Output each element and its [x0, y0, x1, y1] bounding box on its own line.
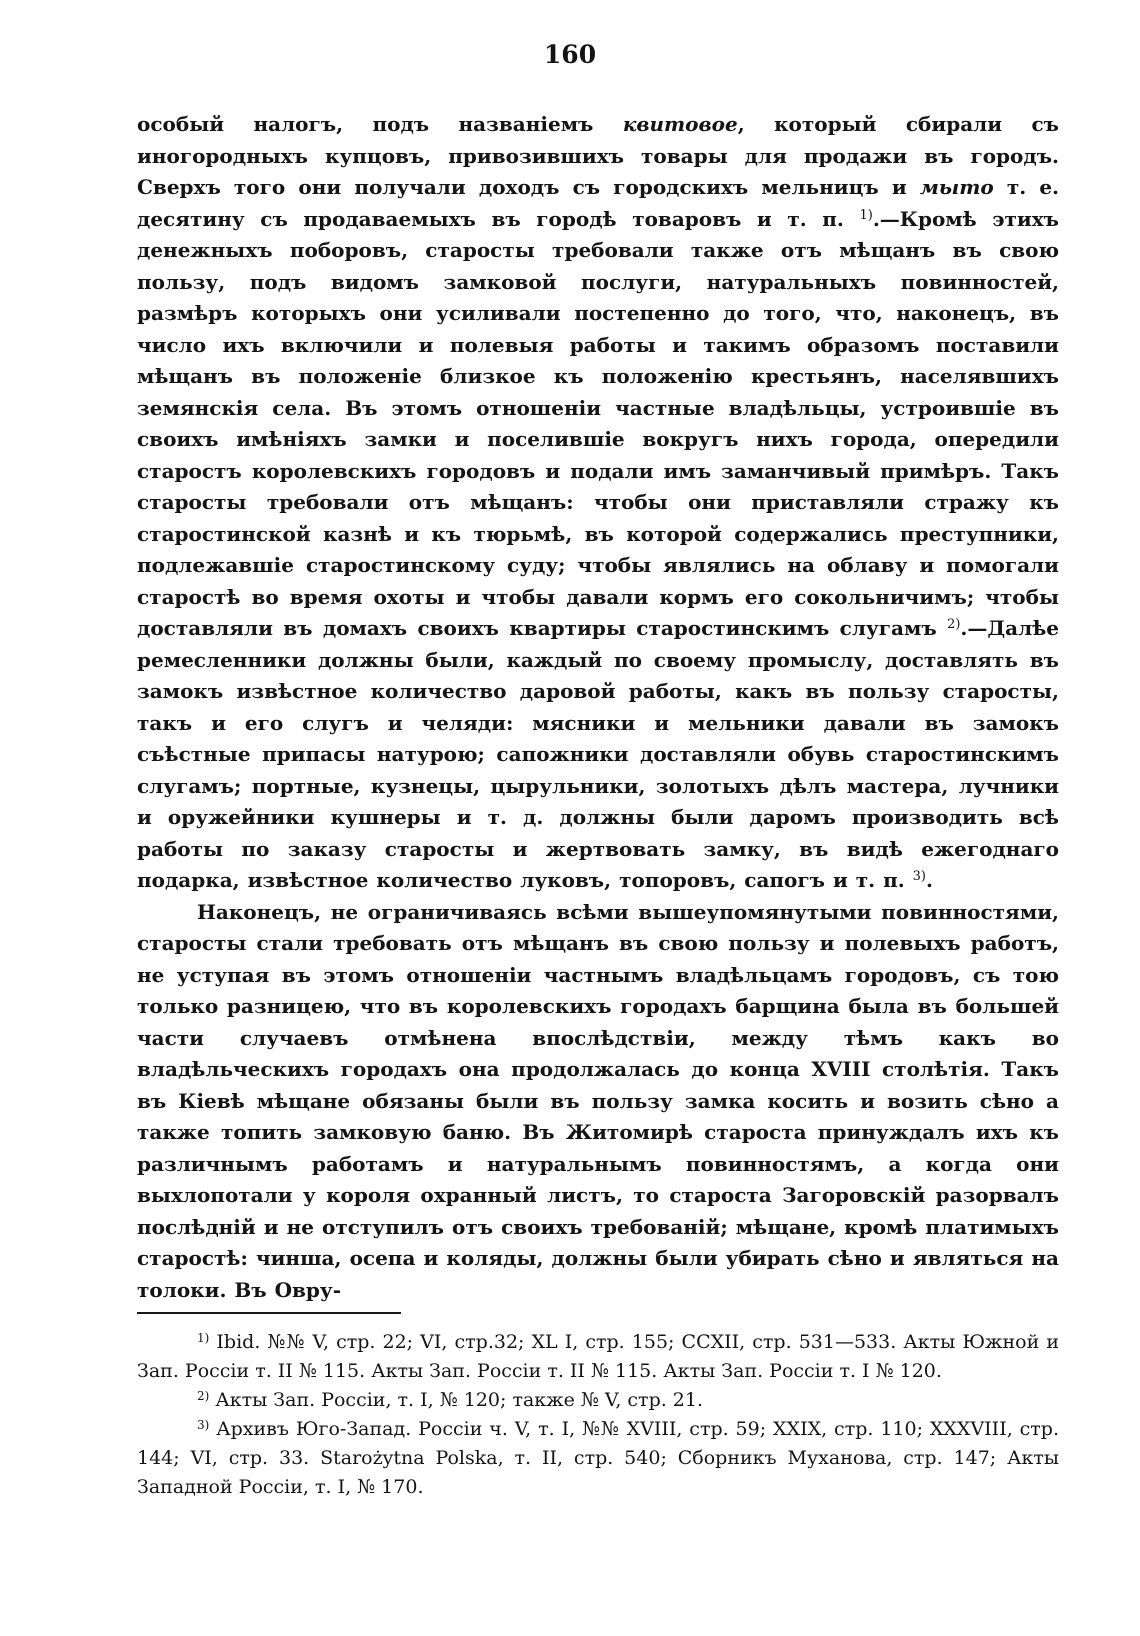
footnote-3 — [137, 1415, 1059, 1502]
footnote-mark: 1) — [197, 1331, 210, 1345]
footnote-reference: 2) — [947, 617, 961, 632]
paragraph-1-text: , который сбирали съ иногородныхъ купцовъ, привозившихъ товары для продажи въ городъ. Сверхъ того они получали доходъ съ городскихъ мельницъ и — [137, 112, 1060, 199]
footnote-text: Акты Зап. Россіи, т. I, № 120; также № V, стр. 21. — [209, 1389, 704, 1411]
footnote-mark: 2) — [197, 1389, 210, 1403]
paragraph-1-text: . — [925, 868, 933, 892]
footnote-mark: 3) — [197, 1418, 210, 1432]
footnote-reference: 1) — [859, 207, 873, 223]
page-number: 160 — [543, 40, 597, 69]
italic-term: мыто — [919, 175, 994, 199]
paragraph-1-text: .—Кромѣ этихъ денежныхъ поборовъ, старосты требовали также отъ мѣщанъ въ свою пользу, подъ видомъ замковой послуги, натуральныхъ повинностей, размѣръ которыхъ они усиливали постепенно до того, что, наконецъ, въ число ихъ включили и полевыя работы и такимъ образомъ поставили мѣщанъ въ положеніе близкое къ положенію крестьянъ, населявшихъ земянскія села. Въ этомъ отношеніи частные владѣльцы, устроившіе въ своихъ имѣніяхъ замки и поселившіе вокругъ нихъ города, опередили старостъ королевскихъ городовъ и подали имъ заманчивый примѣръ. Такъ старосты требовали отъ мѣщанъ: чтобы они приставляли стражу къ старостинской казнѣ и къ тюрьмѣ, въ которой содержались преступники, подлежавшіе старостинскому суду; чтобы являлись на облаву и помогали старостѣ во время охоты и чтобы давали кормъ его сокольничимъ; чтобы доставляли въ домахъ своихъ квартиры старостинскимъ слугамъ — [137, 206, 1059, 640]
footnote-text: Ibid. №№ V, стр. 22; VI, стр.32; XL I, стр. 155; CCXII, стр. 531—533. Акты Южной и Зап. Россіи т. II № 115. Акты Зап. Россіи т. II № 115. Акты Зап. Россіи т. I № 120. — [137, 1331, 1059, 1382]
paragraph-1 — [137, 109, 1059, 897]
body-text — [137, 109, 1059, 1306]
footnote-1 — [137, 1328, 1059, 1386]
paragraph-1-text: .—Далѣе ремесленники должны были, каждый по своему промыслу, доставлять въ замокъ извѣстное количество даровой работы, какъ въ пользу старосты, такъ и его слугъ и челяди: мясники и мельники давали въ замокъ съѣстные припасы натурою; сапожники доставляли обувь старостинскимъ слугамъ; портные, кузнецы, цырульники, золотыхъ дѣлъ мастера, лучники и оружейники кушнеры и т. д. должны были даромъ производить всѣ работы по заказу старосты и жертвовать замку, въ видѣ ежегоднаго подарка, извѣстное количество луковъ, топоровъ, сапогъ и т. п. — [137, 616, 1059, 892]
paragraph-2: Наконецъ, не ограничиваясь всѣми вышеупомянутыми повинностями, старосты стали требовать отъ мѣщанъ въ свою пользу и полевыхъ работъ, не уступая въ этомъ отношеніи частнымъ владѣльцамъ городовъ, съ тою только разницею, что въ королевскихъ городахъ барщина была въ большей части случаевъ отмѣнена впослѣдствіи, между тѣмъ какъ во владѣльческихъ городахъ она продолжалась до конца XVIII столѣтія. Такъ въ Кіевѣ мѣщане обязаны были въ пользу замка косить и возить сѣно а также топить замковую баню. Въ Житомирѣ староста принуждалъ ихъ къ различнымъ работамъ и натуральнымъ повинностямъ, а когда они выхлопотали у короля охранный листъ, то староста Загоровскій разорвалъ послѣдній и не отступилъ отъ своихъ требованій; мѣщане, кромѣ платимыхъ старостѣ: чинша, осепа и коляды, должны были убирать сѣно и являться на толоки. Въ Овру- — [137, 899, 1059, 1302]
footnote-reference: 3) — [912, 869, 926, 884]
footnote-divider — [137, 1312, 401, 1314]
paragraph-1-text: особый налогъ, подъ названіемъ — [137, 112, 623, 136]
footnote-text: Архивъ Юго-Запад. Россіи ч. V, т. I, №№ XVIII, стр. 59; XXIX, стр. 110; XXXVIII, стр. 144; VI, стр. 33. Starożytna Polska, т. II, стр. 540; Сборникъ Муханова, стр. 147; Акты Западной Россіи, т. I, № 170. — [137, 1418, 1059, 1498]
italic-term: квитовое — [622, 112, 738, 136]
paragraph-1-text: т. е. десятину съ продаваемыхъ въ городѣ товаровъ и т. п. — [137, 175, 1060, 231]
footnotes — [137, 1328, 1059, 1502]
footnote-2 — [137, 1386, 1059, 1415]
